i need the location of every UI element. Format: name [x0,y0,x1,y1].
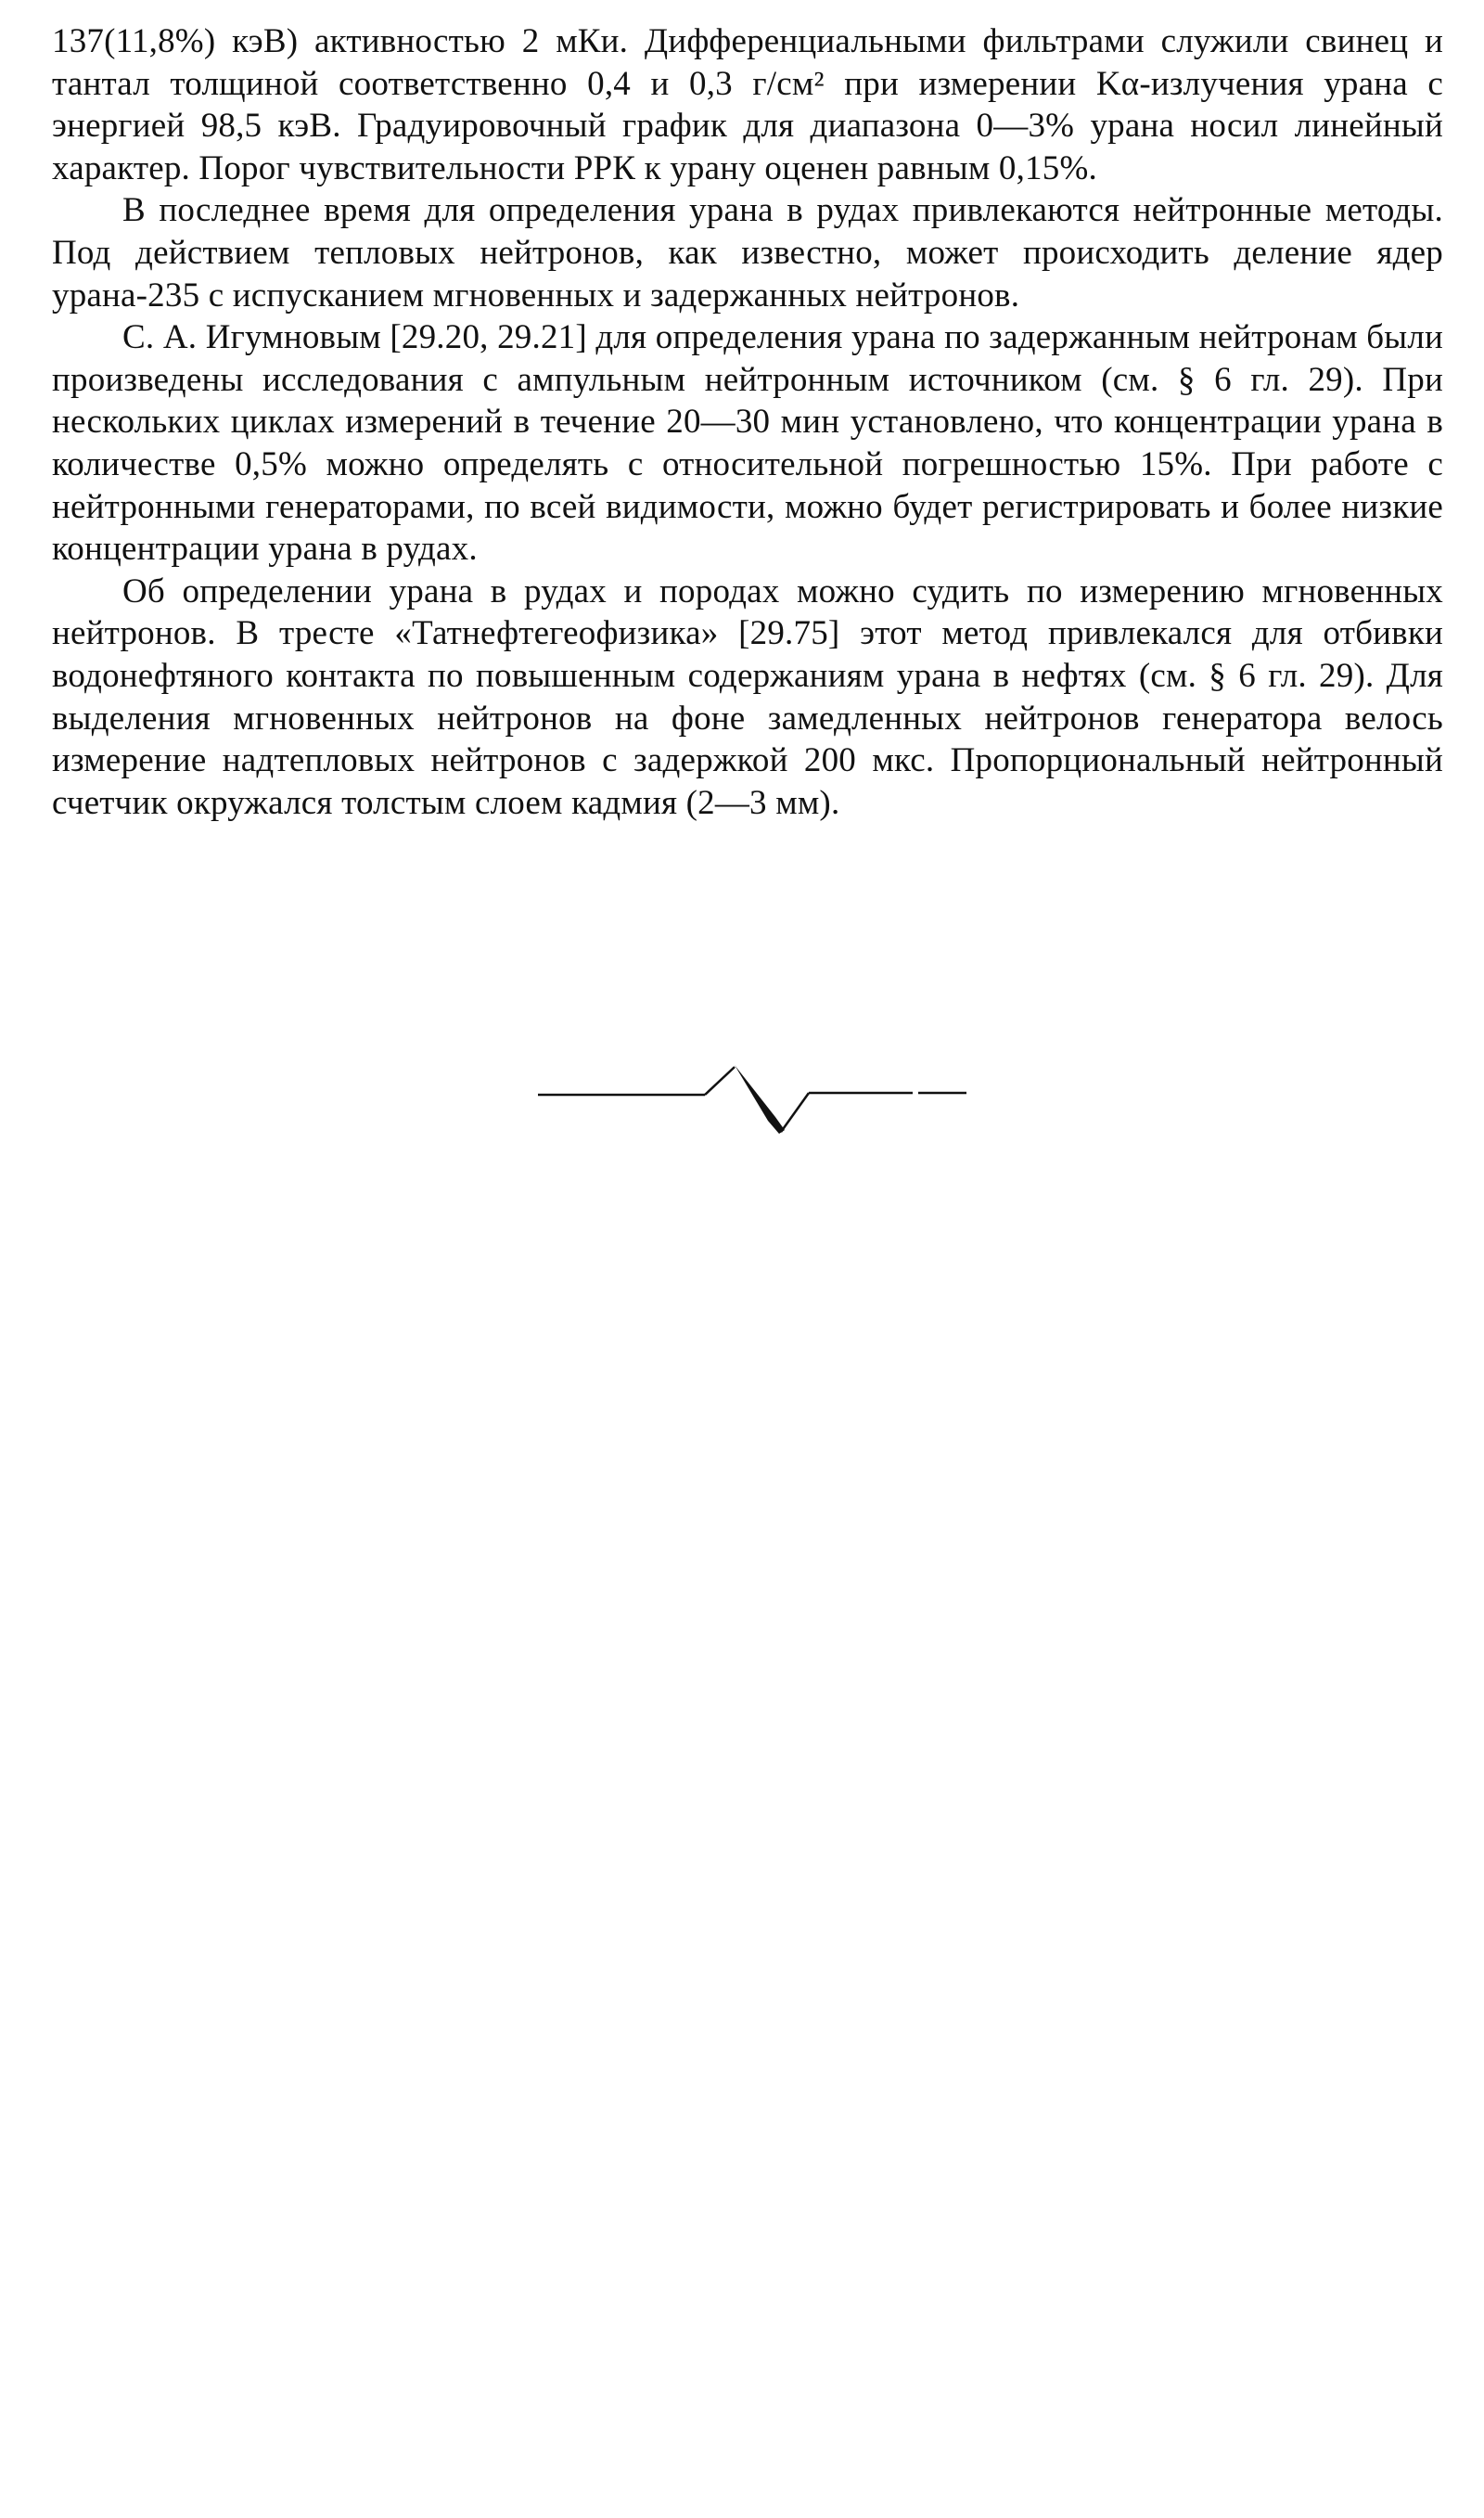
paragraph-prompt-neutrons: Об определении урана в рудах и породах можно судить по измерению мгновенных нейтронов. В тресте «Татнефтегеофизика» [29.75] этот метод привлекался для отбивки водонефтяного контакта по повышенным содержаниям урана в нефтях (см. § 6 гл. 29). Для выделения мгновенных нейтронов на фоне замедленных нейтронов генератора велось измерение надтепловых нейтронов с задержкой 200 мкс. Пропорциональный нейтронный счетчик окружался толстым слоем кадмия (2—3 мм). [52,572,1443,822]
paragraph-continued: 137(11,8%) кэВ) активностью 2 мКи. Дифференциальными фильтрами служили свинец и тантал толщиной соответственно 0,4 и 0,3 г/см² при измерении Kα-излучения урана с энергией 98,5 кэВ. Градуировочный график для диапазона 0—3% урана носил линейный характер. Порог чувствительности РРК к урану оценен равным 0,15%. [52,22,1443,187]
page-body [52,20,1443,824]
end-of-section-flourish [519,1056,983,1139]
paragraph-igumnov: С. А. Игумновым [29.20, 29.21] для определения урана по задержанным нейтронам были произведены исследования с ампульным нейтронным источником (см. § 6 гл. 29). При нескольких циклах измерений в течение 20—30 мин установлено, что концентрации урана в количестве 0,5% можно определять с относительной погрешностью 15%. При работе с нейтронными генераторами, по всей видимости, можно будет регистрировать и более низкие концентрации урана в рудах. [52,318,1443,569]
paragraph-neutron-methods: В последнее время для определения урана в рудах привлекаются нейтронные методы. Под действием тепловых нейтронов, как известно, может происходить деление ядер урана-235 с испусканием мгновенных и задержанных нейтронов. [52,191,1443,315]
